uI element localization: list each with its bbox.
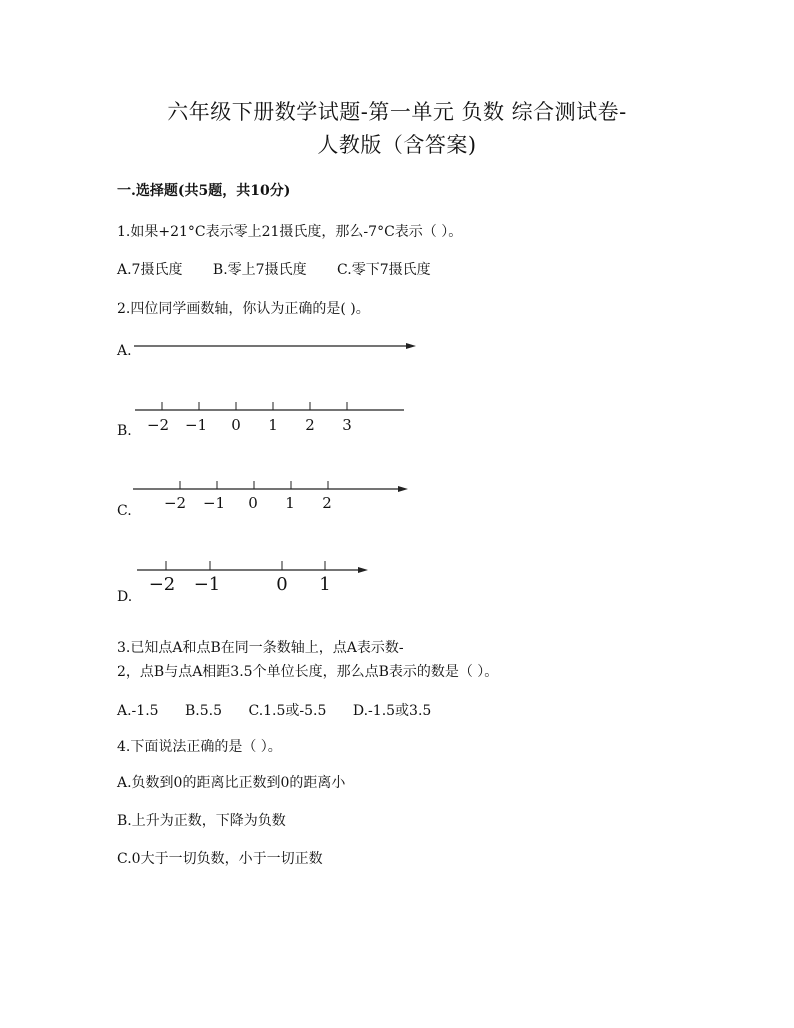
question-3-stem-line-1: 3.已知点A和点B在同一条数轴上，点A表示数- xyxy=(117,640,404,656)
option-a-label: A. xyxy=(117,343,132,359)
number-line-d xyxy=(0,557,794,597)
option-c: C.1.5或-5.5 xyxy=(248,703,327,719)
question-2-stem: 2.四位同学画数轴，你认为正确的是( )。 xyxy=(117,301,370,317)
tick-label: 0 xyxy=(276,574,288,595)
tick-label: −1 xyxy=(193,574,221,595)
option-c-label: C. xyxy=(117,503,132,519)
section-heading: 一.选择题(共5题，共10分) xyxy=(117,183,291,199)
option-b: B.零上7摄氏度 xyxy=(212,262,307,278)
option-b: B.5.5 xyxy=(185,703,223,719)
option-c: C.零下7摄氏度 xyxy=(337,262,431,278)
tick-label: −2 xyxy=(148,574,176,595)
title-line-2: 人教版（含答案) xyxy=(317,133,477,157)
tick-label: 1 xyxy=(319,574,331,595)
tick-label: 0 xyxy=(248,494,258,512)
question-1-options xyxy=(117,259,457,279)
title-line-1: 六年级下册数学试题-第一单元 负数 综合测试卷- xyxy=(167,100,627,124)
tick-label: −2 xyxy=(163,494,187,512)
option-a: A.-1.5 xyxy=(117,703,159,719)
tick-label: −1 xyxy=(202,494,226,512)
question-1-stem: 1.如果+21°C表示零上21摄氏度，那么-7°C表示（ ）。 xyxy=(117,224,463,240)
option-d-label: D. xyxy=(117,589,133,605)
tick-label: −2 xyxy=(146,416,170,434)
arrow-head xyxy=(406,343,416,349)
tick-label: 3 xyxy=(342,416,352,434)
option-b-label: B. xyxy=(117,423,132,439)
question-4-option-b: B.上升为正数，下降为负数 xyxy=(117,813,286,829)
number-line-c xyxy=(0,477,794,517)
question-3-stem-line-2: 2，点B与点A相距3.5个单位长度，那么点B表示的数是（ ）。 xyxy=(117,664,499,680)
tick-label: 0 xyxy=(231,416,241,434)
option-d: D.-1.5或3.5 xyxy=(352,703,432,719)
question-3-options xyxy=(117,700,453,720)
tick-label: −1 xyxy=(184,416,208,434)
number-line-a xyxy=(0,331,794,361)
arrow-head xyxy=(398,486,408,492)
question-4-option-c: C.0大于一切负数，小于一切正数 xyxy=(117,851,323,867)
question-4-stem: 4.下面说法正确的是（ ）。 xyxy=(117,739,282,755)
question-4-option-a: A.负数到0的距离比正数到0的距离小 xyxy=(117,775,346,791)
arrow-head xyxy=(358,567,368,573)
number-line-b xyxy=(0,398,794,438)
tick-label: 1 xyxy=(268,416,278,434)
option-a: A.7摄氏度 xyxy=(117,262,183,278)
tick-label: 2 xyxy=(305,416,315,434)
tick-label: 2 xyxy=(322,494,332,512)
tick-label: 1 xyxy=(285,494,295,512)
